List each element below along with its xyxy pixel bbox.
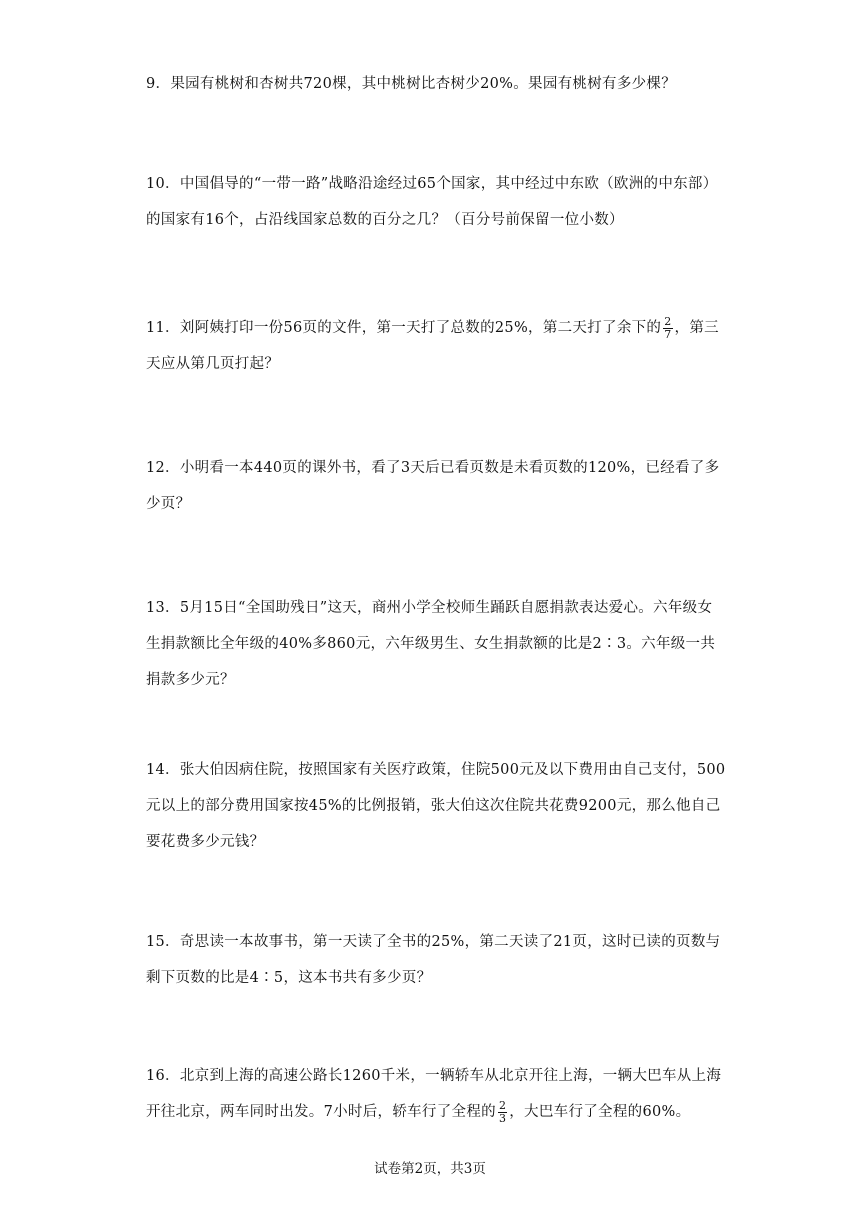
question-11 <box>146 310 726 382</box>
fraction <box>498 1100 507 1125</box>
question-text: 12．小明看一本440页的课外书，看了3天后已看页数是未看页数的120%，已经看了多少页？ <box>146 460 720 512</box>
question-9 <box>146 66 726 102</box>
fraction-denominator: 3 <box>498 1111 507 1125</box>
fraction-numerator: 2 <box>664 314 672 328</box>
fraction <box>663 316 672 341</box>
question-text: 14．张大伯因病住院，按照国家有关医疗政策，住院500元及以下费用由自己支付，500元以上的部分费用国家按45%的比例报销，张大伯这次住院共花费9200元，那么他自己要花费多少元钱？ <box>146 762 726 850</box>
question-text-after: ，第三天应从第几页打起？ <box>146 320 719 372</box>
fraction-denominator: 7 <box>664 327 672 341</box>
question-text-before: 16．北京到上海的高速公路长1260千米，一辆轿车从北京开往上海，一辆大巴车从上海开往北京，两车同时出发。7小时后，轿车行了全程的 <box>146 1068 722 1120</box>
question-14 <box>146 752 726 860</box>
question-15 <box>146 924 726 996</box>
question-text: 9．果园有桃树和杏树共720棵，其中桃树比杏树少20%。果园有桃树有多少棵？ <box>146 76 677 92</box>
question-16 <box>146 1058 726 1130</box>
question-text: 15．奇思读一本故事书，第一天读了全书的25%，第二天读了21页，这时已读的页数与剩下页数的比是4∶5，这本书共有多少页？ <box>146 934 721 986</box>
fraction-numerator: 2 <box>498 1098 507 1112</box>
question-text: 10．中国倡导的“一带一路”战略沿途经过65个国家，其中经过中东欧（欧洲的中东部）的国家有16个，占沿线国家总数的百分之几？（百分号前保留一位小数） <box>146 176 718 228</box>
question-text: 13．5月15日“全国助残日”这天，商州小学全校师生踊跃自愿捐款表达爱心。六年级女生捐款额比全年级的40%多860元，六年级男生、女生捐款额的比是2∶3。六年级一共捐款多少元？ <box>146 600 716 688</box>
question-text-after: ，大巴车行了全程的60%。 <box>509 1104 691 1120</box>
question-13 <box>146 590 726 698</box>
question-10 <box>146 166 726 238</box>
question-12 <box>146 450 726 522</box>
question-text-before: 11．刘阿姨打印一份56页的文件，第一天打了总数的25%，第二天打了余下的 <box>146 320 662 336</box>
page-footer: 试卷第2页，共3页 <box>374 1161 486 1177</box>
